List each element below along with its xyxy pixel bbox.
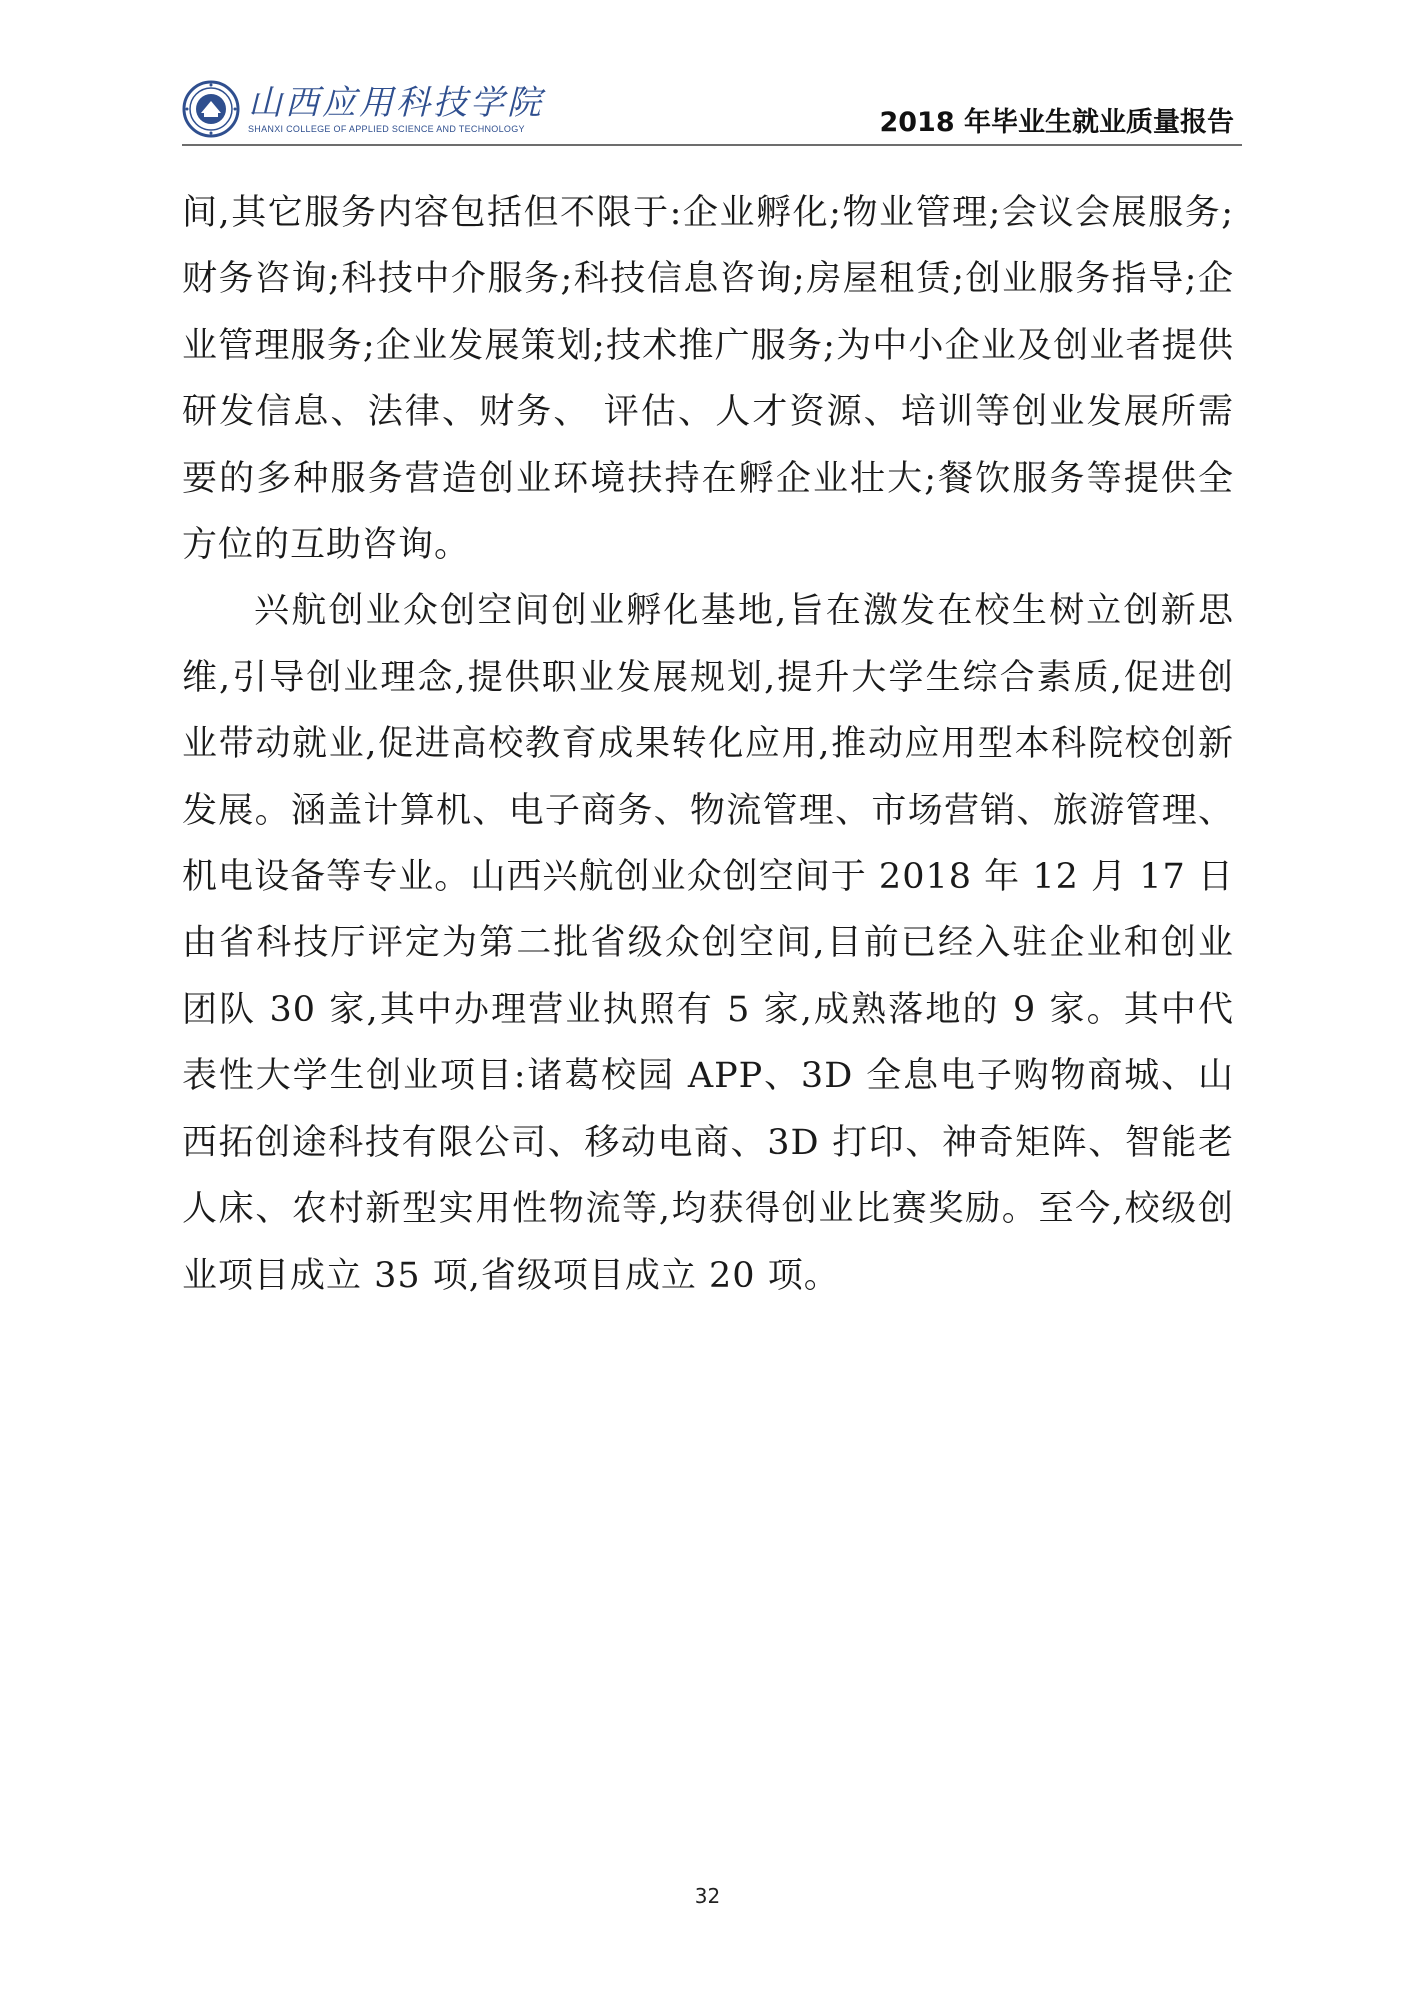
paragraph-incubator: 兴航创业众创空间创业孵化基地,旨在激发在校生树立创新思维,引导创业理念,提供职业发展规划,提升大学生综合素质,促进创业带动就业,促进高校教育成果转化应用,推动应用型本科院校创新发展。涵盖计算机、电子商务、物流管理、市场营销、旅游管理、机电设备等专业。山西兴航创业众创空间于 2018 年 12 月 17 日由省科技厅评定为第二批省级众创空间,目前已经入驻企业和创业团队 30 家,其中办理营业执照有 5 家,成熟落地的 9 家。其中代表性大学生创业项目:诸葛校园 APP、3D 全息电子购物商城、山西拓创途科技有限公司、移动电商、3D 打印、神奇矩阵、智能老人床、农村新型实用性物流等,均获得创业比赛奖励。至今,校级创业项目成立 35 项,省级项目成立 20 项。 — [182, 591, 1234, 1296]
college-logo — [182, 78, 544, 140]
header-divider — [182, 144, 1242, 146]
page-header — [182, 78, 1242, 146]
body-text — [182, 180, 1234, 1309]
paragraph-continued: 间,其它服务内容包括但不限于:企业孵化;物业管理;会议会展服务;财务咨询;科技中介服务;科技信息咨询;房屋租赁;创业服务指导;企业管理服务;企业发展策划;技术推广服务;为中小企业及创业者提供研发信息、法律、财务、 评估、人才资源、培训等创业发展所需要的多种服务营造创业环境扶持在孵企业壮大;餐饮服务等提供全方位的互助咨询。 — [182, 193, 1234, 566]
logo-english-name: SHANXI COLLEGE OF APPLIED SCIENCE AND TECHNOLOGY — [248, 124, 525, 134]
logo-chinese-name: 山西应用科技学院 — [248, 83, 544, 123]
report-title: 2018 年毕业生就业质量报告 — [879, 107, 1234, 138]
school-seal-icon — [182, 80, 240, 138]
page-number: 32 — [694, 1884, 721, 1908]
logo-text — [248, 83, 544, 135]
